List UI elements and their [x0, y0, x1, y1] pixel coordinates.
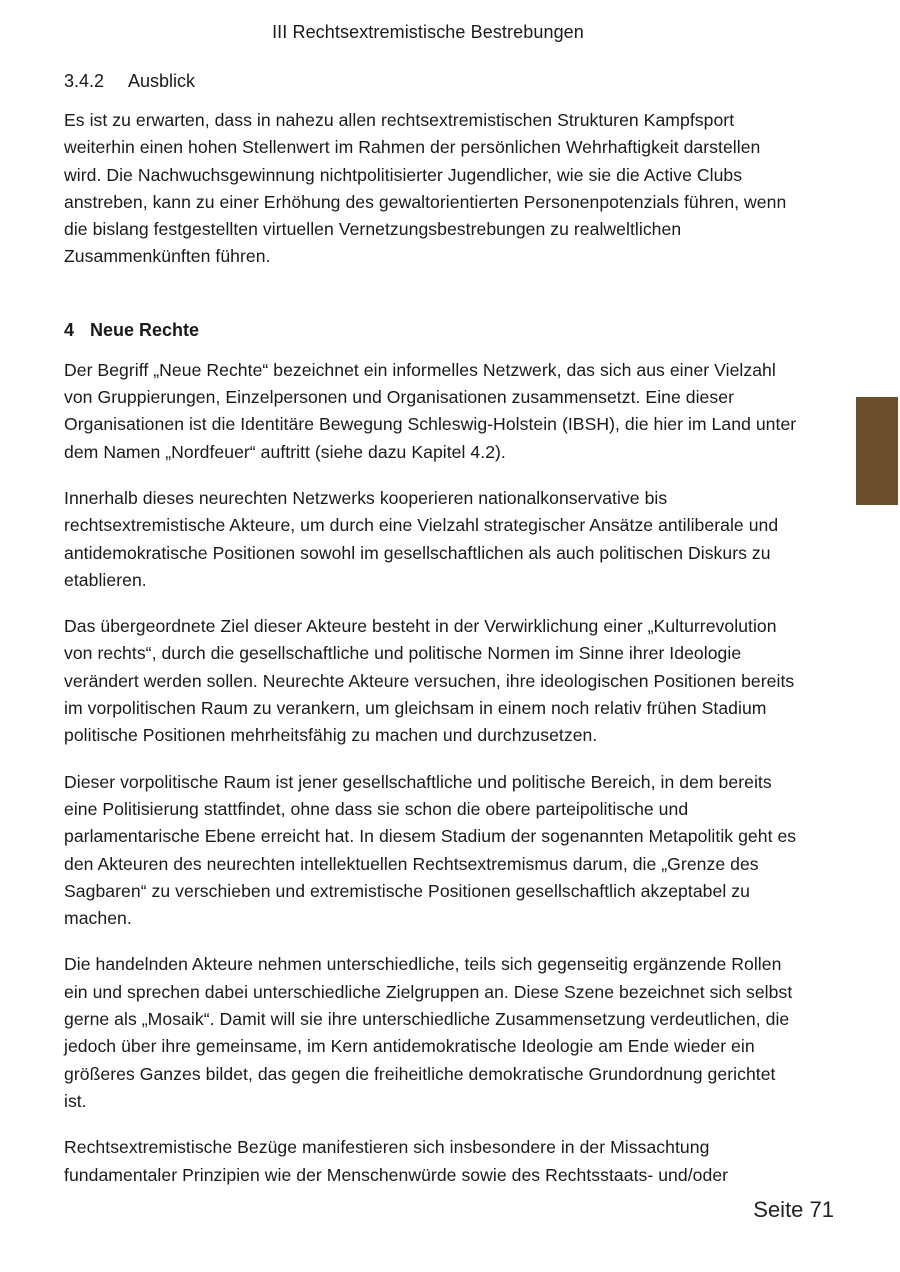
- section-paragraph: Rechtsextremistische Bezüge manifestieren sich insbesondere in der Missachtung fundamentaler Prinzipien wie der Menschenwürde sowie des Rechtsstaats- und/oder: [64, 1137, 729, 1185]
- section-paragraph: Das übergeordnete Ziel dieser Akteure besteht in der Verwirklichung einer „Kulturrevolution von rechts“, durch die gesellschaftliche und politische Normen im Sinne ihrer Ideologie verändert werden sollen. Neurechte Akteure versuchen, ihre ideologischen Positionen bereits im vorpolitischen Raum zu verankern, um gleichsam in einem noch relativ frühen Stadium politische Positionen mehrheitsfähig zu machen und durchzusetzen.: [64, 616, 795, 746]
- running-header: III Rechtsextremistische Bestrebungen: [272, 22, 584, 42]
- subsection-number: 3.4.2: [64, 71, 105, 91]
- subsection-paragraph: Es ist zu erwarten, dass in nahezu allen rechtsextremistischen Strukturen Kampfsport weiterhin einen hohen Stellenwert im Rahmen der persönlichen Wehrhaftigkeit darstellen wird. Die Nachwuchsgewinnung nichtpolitisierter Jugendlicher, wie sie die Active Clubs anstreben, kann zu einer Erhöhung des gewaltorientierten Personenpotenzials führen, wenn die bislang festgestellten virtuellen Vernetzungsbestrebungen zu realweltlichen Zusammenkünften führen.: [64, 110, 787, 267]
- section-title: Neue Rechte: [90, 319, 200, 340]
- page-number: Seite 71: [753, 1197, 834, 1222]
- page-body: [64, 68, 800, 1208]
- subsection-title: Ausblick: [128, 71, 196, 91]
- chapter-marker-tab: [856, 397, 898, 505]
- subsection-heading: [64, 68, 800, 95]
- section-paragraph: Die handelnden Akteure nehmen unterschiedliche, teils sich gegenseitig ergänzende Rollen ein und sprechen dabei unterschiedliche Zielgruppen an. Diese Szene bezeichnet sich selbst gerne als „Mosaik“. Damit will sie ihre unterschiedliche Zusammensetzung verdeutlichen, die jedoch über ihre gemeinsame, im Kern antidemokratische Ideologie am Ende wieder ein größeres Ganzes bildet, das gegen die freiheitliche demokratische Grundordnung gerichtet ist.: [64, 954, 793, 1111]
- section-paragraph: Dieser vorpolitische Raum ist jener gesellschaftliche und politische Bereich, in dem bereits eine Politisierung stattfindet, ohne dass sie schon die obere parteipolitische und parlamentarische Ebene erreicht hat. In diesem Stadium der sogenannten Metapolitik geht es den Akteuren des neurechten intellektuellen Rechtsextremismus darum, die „Grenze des Sagbaren“ zu verschieben und extremistische Positionen gesellschaftlich akzeptabel zu machen.: [64, 771, 797, 929]
- section-paragraph: Innerhalb dieses neurechten Netzwerks kooperieren nationalkonservative bis rechtsextremistische Akteure, um durch eine Vielzahl strategischer Ansätze antiliberale und antidemokratische Positionen sowohl im gesellschaftlichen als auch politischen Diskurs zu etablieren.: [64, 487, 779, 590]
- section-heading: [64, 317, 800, 344]
- section-number: 4: [64, 319, 75, 340]
- section-paragraph: Der Begriff „Neue Rechte“ bezeichnet ein informelles Netzwerk, das sich aus einer Vielzahl von Gruppierungen, Einzelpersonen und Organisationen zusammensetzt. Eine dieser Organisationen ist die Identitäre Bewegung Schleswig-Holstein (IBSH), die hier im Land unter dem Namen „Nordfeuer“ auftritt (siehe dazu Kapitel 4.2).: [64, 359, 797, 462]
